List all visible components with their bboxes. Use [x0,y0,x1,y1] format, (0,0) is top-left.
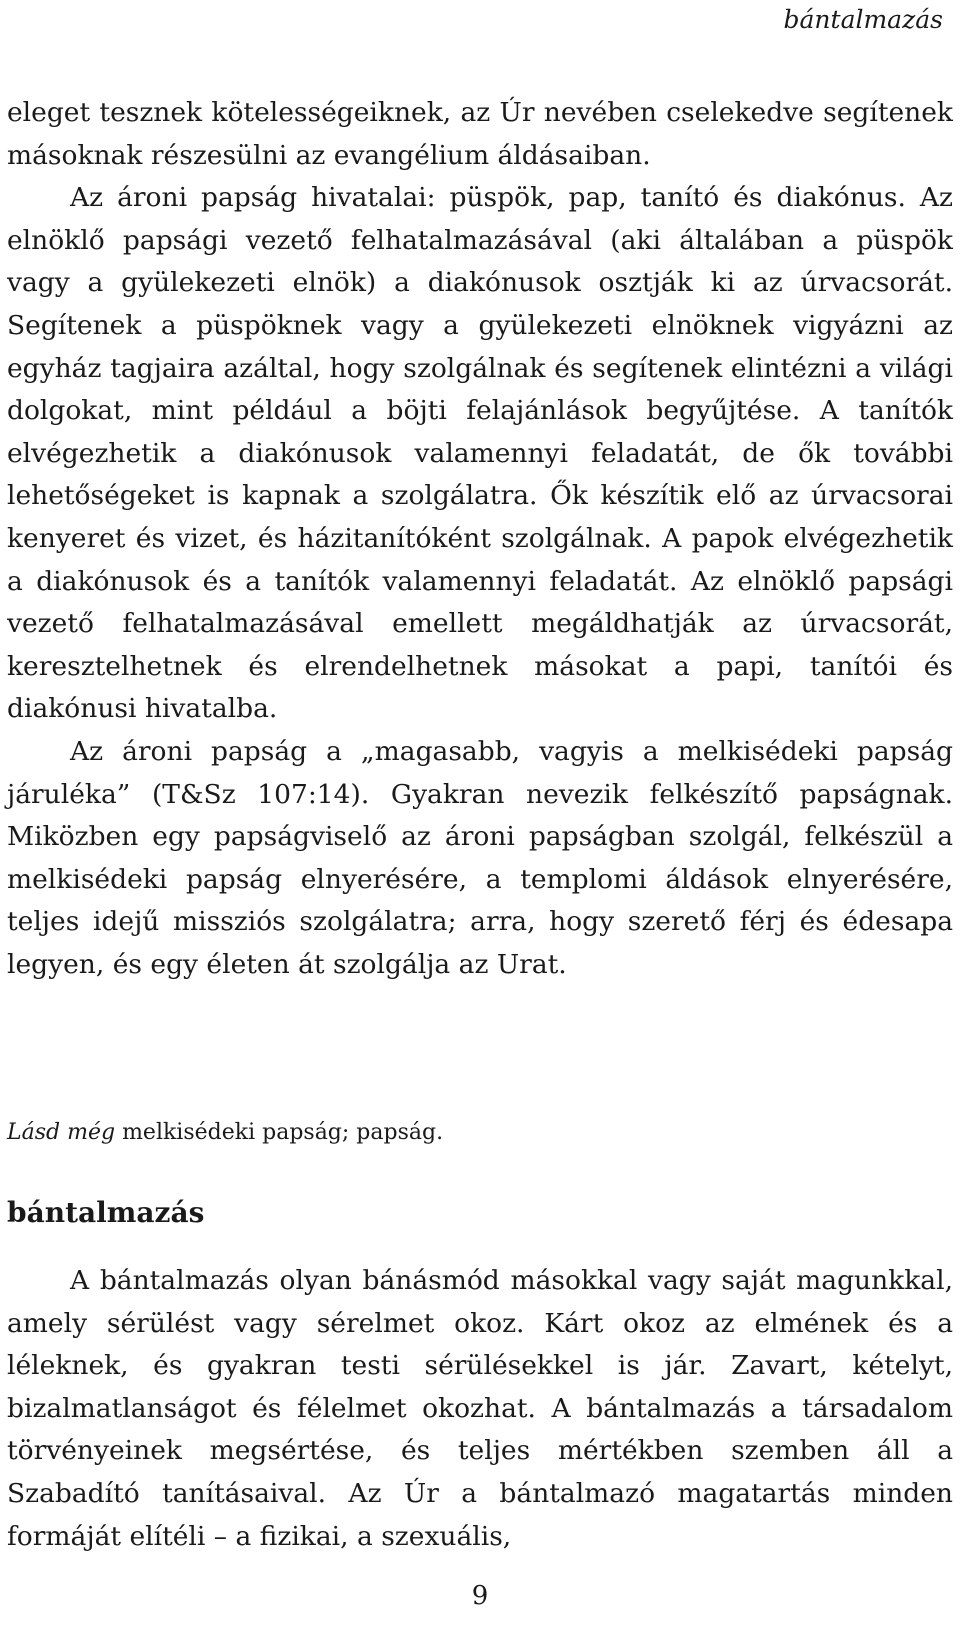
paragraph: eleget tesznek kötelességeiknek, az Úr nevében cselekedve segítenek másoknak részesülni az evangélium áldásaiban. [7,97,953,171]
paragraph: Az ároni papság hivatalai: püspök, pap, tanító és diakónus. Az elnöklő papsági vezető felhatalmazásával (aki általában a püspök vagy a gyülekezeti elnök) a diakónusok osztják ki az úrvacsorát. Segítenek a püspöknek vagy a gyülekezeti elnöknek vigyázni az egyház tagjaira azáltal, hogy szolgálnak és segítenek elintézni a világi dolgokat, mint például a böjti felajánlások begyűjtése. A tanítók elvégezhetik a diakónusok valamennyi feladatát, de ők további lehetőségeket is kapnak a szolgálatra. Ők készítik elő az úrvacsorai kenyeret és vizet, és házitanítóként szolgálnak. A papok elvégezhetik a diakónusok és a tanítók valamennyi feladatát. Az elnöklő papsági vezető felhatalmazásával emellett megáldhatják az úrvacsorát, keresztelhetnek és elrendelhetnek másokat a papi, tanítói és diakónusi hivatalba. [7,182,953,725]
running-head: bántalmazás [783,5,943,34]
paragraph: A bántalmazás olyan bánásmód másokkal vagy saját magunkkal, amely sérülést vagy sérelmet okoz. Kárt okoz az elmének és a léleknek, és gyakran testi sérülésekkel is jár. Zavart, kételyt, bizalmatlanságot és félelmet okozhat. A bántalmazás a társadalom törvényeinek megsértése, és teljes mértékben szemben áll a Szabadító tanításaival. Az Úr a bántalmazó magatartás minden formáját elítéli – a fizikai, a szexuális, [7,1265,953,1552]
entry-heading: bántalmazás [7,1196,205,1229]
see-also-label: Lásd még [7,1120,116,1145]
page-number: 9 [471,1581,489,1611]
see-also-reference [7,1117,443,1149]
entry-body [7,1260,953,1558]
see-also-refs: melkisédeki papság; papság. [122,1120,444,1145]
continued-entry-text [7,92,953,986]
paragraph: Az ároni papság a „magasabb, vagyis a melkisédeki papság járuléka” (T&Sz 107:14). Gyakran nevezik felkészítő papságnak. Miközben egy papságviselő az ároni papságban szolgál, felkészül a melkisédeki papság elnyerésére, a templomi áldások elnyerésére, teljes idejű missziós szolgálatra; arra, hogy szerető férj és édesapa legyen, és egy életen át szolgálja az Urat. [7,735,953,980]
book-page [7,0,953,1626]
